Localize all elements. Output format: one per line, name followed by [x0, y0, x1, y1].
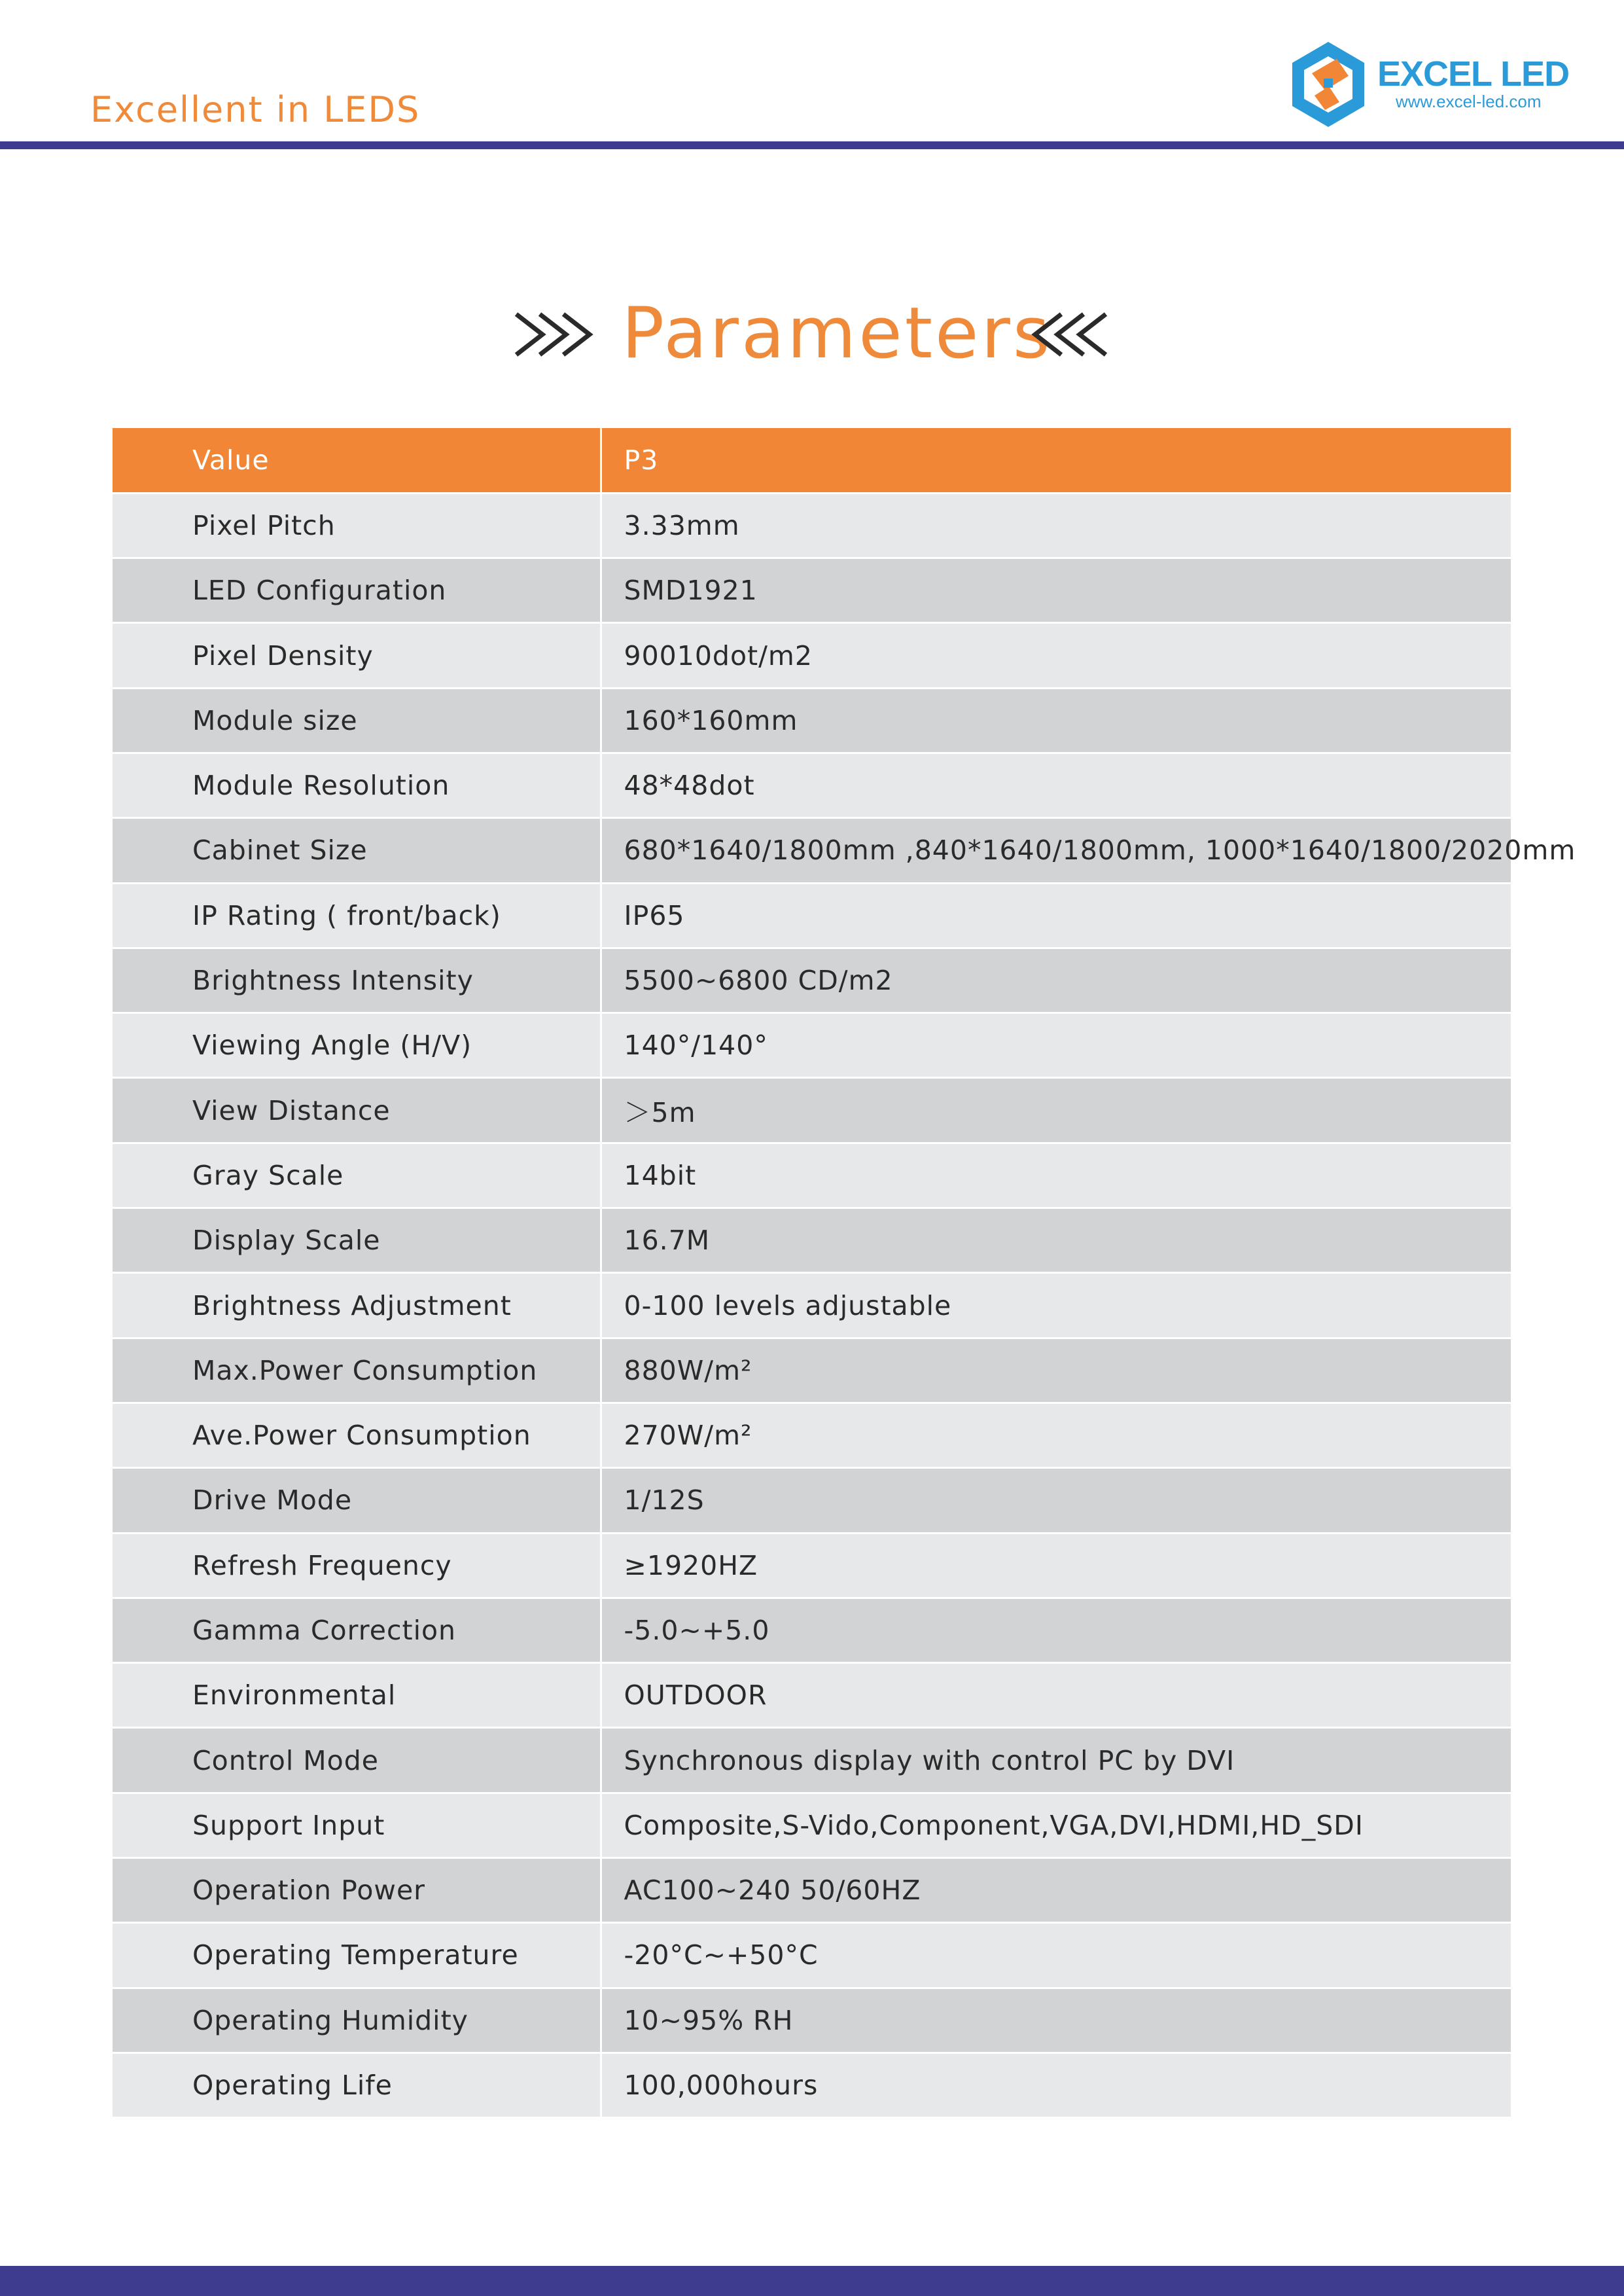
row-label: IP Rating ( front/back): [113, 883, 601, 948]
row-label: Support Input: [113, 1793, 601, 1857]
row-label: Pixel Density: [113, 623, 601, 688]
header-tagline: Excellent in LEDS: [90, 89, 421, 130]
row-label: Max.Power Consumption: [113, 1338, 601, 1403]
table-row: [113, 1598, 1511, 1662]
row-label: Gamma Correction: [113, 1598, 601, 1662]
row-label: View Distance: [113, 1078, 601, 1143]
row-value: -5.0~+5.0: [601, 1598, 1511, 1662]
table-row: [113, 1468, 1511, 1533]
table-row: [113, 1078, 1511, 1143]
row-value: 160*160mm: [601, 688, 1511, 753]
row-value: 5500~6800 CD/m2: [601, 948, 1511, 1013]
row-value: ＞5m: [601, 1078, 1511, 1143]
row-value: AC100~240 50/60HZ: [601, 1858, 1511, 1923]
row-label: Drive Mode: [113, 1468, 601, 1533]
row-value: 3.33mm: [601, 493, 1511, 558]
row-label: Operating Humidity: [113, 1988, 601, 2053]
row-value: Composite,S-Vido,Component,VGA,DVI,HDMI,HD_SDI: [601, 1793, 1511, 1857]
row-value: SMD1921: [601, 558, 1511, 623]
row-label: Brightness Intensity: [113, 948, 601, 1013]
row-value: 48*48dot: [601, 753, 1511, 817]
table-header-row: [113, 428, 1511, 493]
title-block: [0, 288, 1624, 380]
table-row: [113, 1793, 1511, 1857]
row-label: Cabinet Size: [113, 818, 601, 883]
logo-wordmark: EXCEL LED: [1377, 54, 1570, 94]
logo-url: www.excel-led.com: [1396, 92, 1542, 111]
row-label: Pixel Pitch: [113, 493, 601, 558]
table-row: [113, 2053, 1511, 2117]
row-label: Gray Scale: [113, 1143, 601, 1208]
table-row: [113, 493, 1511, 558]
brand-logo[interactable]: [1286, 39, 1570, 131]
row-value: 16.7M: [601, 1208, 1511, 1273]
row-label: LED Configuration: [113, 558, 601, 623]
row-label: Refresh Frequency: [113, 1533, 601, 1598]
chevrons-right-icon: [514, 312, 599, 357]
parameters-table: [113, 428, 1576, 2119]
row-label: Operating Temperature: [113, 1923, 601, 1988]
row-label: Ave.Power Consumption: [113, 1403, 601, 1467]
header-cell-label: Value: [113, 428, 601, 493]
header-rule: [0, 141, 1624, 149]
row-value: Synchronous display with control PC by DVI: [601, 1728, 1511, 1793]
header-cell-value: P3: [601, 428, 1511, 493]
row-value: 680*1640/1800mm ,840*1640/1800mm, 1000*1640/1800/2020mm: [601, 818, 1511, 883]
row-label: Module Resolution: [113, 753, 601, 817]
table-row: [113, 688, 1511, 753]
row-value: IP65: [601, 883, 1511, 948]
row-value: 1/12S: [601, 1468, 1511, 1533]
table-row: [113, 818, 1511, 883]
chevrons-left-icon: [1025, 312, 1110, 357]
table-row: [113, 1013, 1511, 1078]
table-row: [113, 948, 1511, 1013]
row-value: 880W/m²: [601, 1338, 1511, 1403]
row-value: 10~95% RH: [601, 1988, 1511, 2053]
table-row: [113, 1728, 1511, 1793]
table-row: [113, 1858, 1511, 1923]
table-row: [113, 1273, 1511, 1338]
row-label: Environmental: [113, 1663, 601, 1728]
row-label: Module size: [113, 688, 601, 753]
row-value: 14bit: [601, 1143, 1511, 1208]
table-row: [113, 1208, 1511, 1273]
row-label: Operating Life: [113, 2053, 601, 2117]
row-value: ≥1920HZ: [601, 1533, 1511, 1598]
row-value: 0-100 levels adjustable: [601, 1273, 1511, 1338]
table-row: [113, 1403, 1511, 1467]
row-value: OUTDOOR: [601, 1663, 1511, 1728]
table-row: [113, 558, 1511, 623]
table-row: [113, 1923, 1511, 1988]
row-label: Display Scale: [113, 1208, 601, 1273]
page-title: Parameters: [622, 293, 1053, 374]
row-label: Brightness Adjustment: [113, 1273, 601, 1338]
row-value: 270W/m²: [601, 1403, 1511, 1467]
row-value: 90010dot/m2: [601, 623, 1511, 688]
row-label: Operation Power: [113, 1858, 601, 1923]
logo-hexagon-icon: [1286, 39, 1371, 131]
table-row: [113, 883, 1511, 948]
table-row: [113, 753, 1511, 817]
table-row: [113, 1143, 1511, 1208]
row-label: Control Mode: [113, 1728, 601, 1793]
table-row: [113, 1988, 1511, 2053]
row-value: -20°C~+50°C: [601, 1923, 1511, 1988]
table-row: [113, 1663, 1511, 1728]
table-row: [113, 1338, 1511, 1403]
table-row: [113, 623, 1511, 688]
row-value: 140°/140°: [601, 1013, 1511, 1078]
row-label: Viewing Angle (H/V): [113, 1013, 601, 1078]
row-value: 100,000hours: [601, 2053, 1511, 2117]
footer-rule: [0, 2266, 1624, 2296]
table-row: [113, 1533, 1511, 1598]
